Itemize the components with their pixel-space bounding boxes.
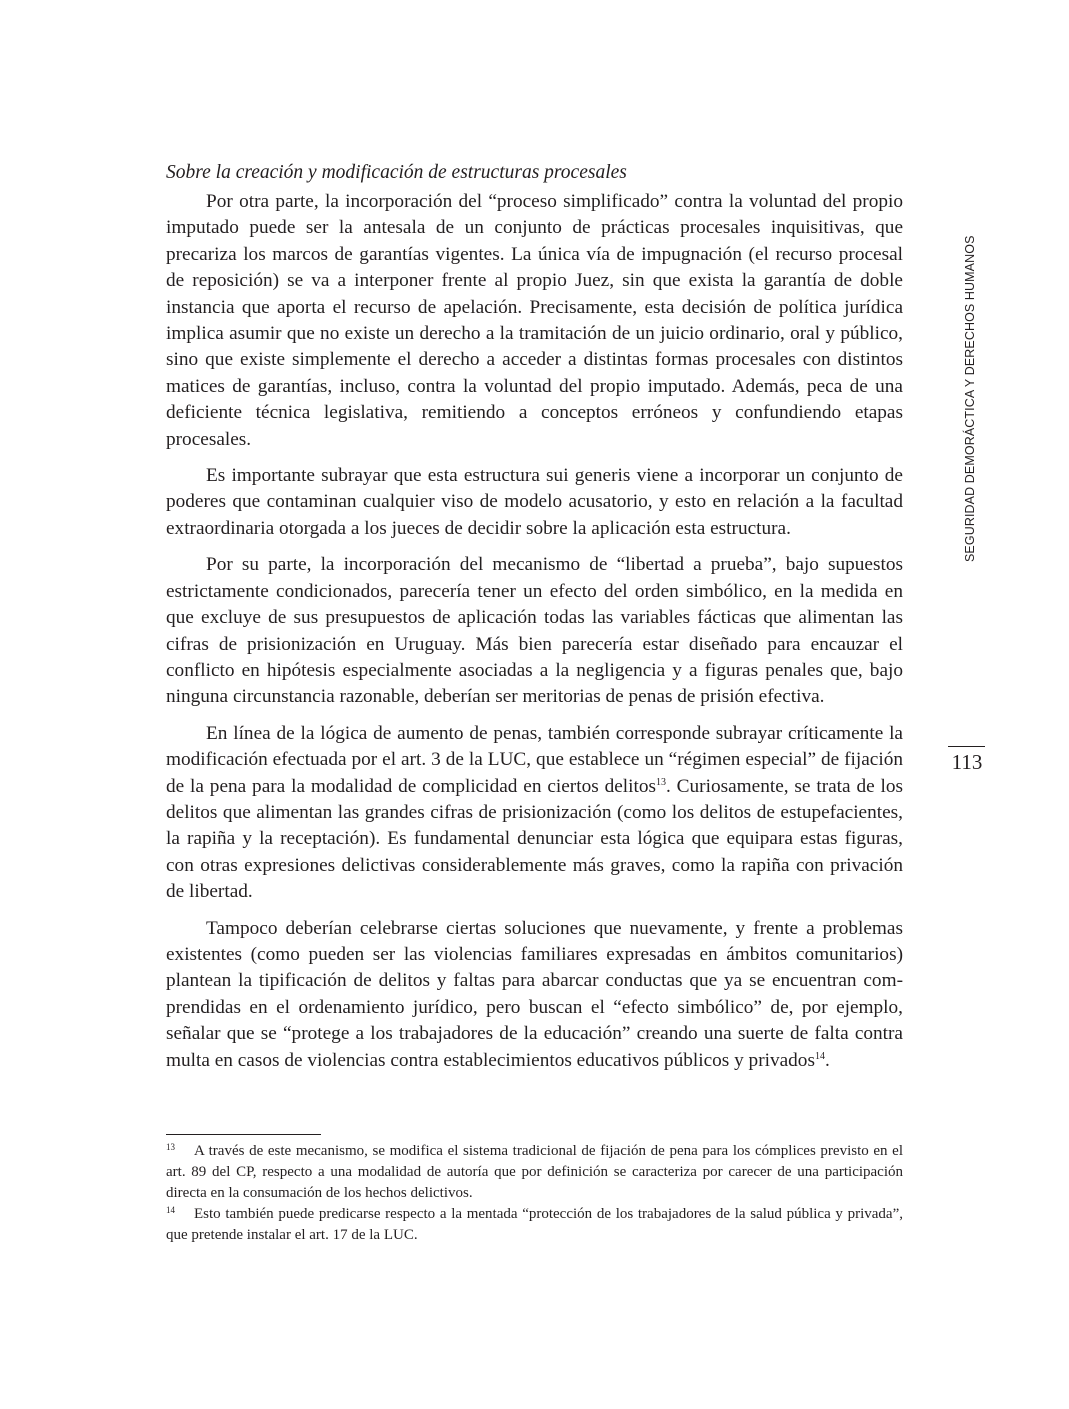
footnote-ref-13[interactable]: 13 <box>656 776 666 788</box>
section-heading: Sobre la creación y modificación de estructuras procesales <box>166 162 627 183</box>
footnotes <box>166 1141 903 1246</box>
footnote-separator <box>166 1134 321 1135</box>
footnote-text: A través de este mecanismo, se modifica el sistema tradicional de fijación de pena para los cómplices previsto en el art. 89 del CP, respecto a una modalidad de autoría que por definición se caracteriza por carecer de una participación directa en la consumación de los hechos delictivos. <box>166 1143 903 1201</box>
paragraph-2: Es importante subrayar que esta estructura sui generis viene a incorporar un conjunto de poderes que contaminan cualquier viso de modelo acusatorio, y esto en relación a la facultad extraordinaria otorgada a los jueces de decidir sobre la aplicación esta estructura. <box>166 465 903 539</box>
running-head: SEGURIDAD DEMORÁCTICA Y DERECHOS HUMANOS <box>963 235 977 562</box>
main-text <box>166 160 903 1084</box>
footnote-14: 14 Esto también puede predicarse respecto a la mentada “protección de los trabajadores de la salud pública y privada”, que pretende instalar el art. 17 de la LUC. <box>166 1205 903 1243</box>
paragraph-4-text-a: En línea de la lógica de aumento de penas, también corresponde subrayar críticamente la modificación efectuada por el art. 3 de la LUC, que establece un “régimen especial” de fijación de la pena para la modalidad de complicidad en ciertos delitos <box>166 722 903 797</box>
paragraph-4 <box>166 721 903 906</box>
paragraph-5 <box>166 916 903 1074</box>
page-number-rule <box>948 746 985 747</box>
paragraph-4-text-b: . Curiosamente, se trata de los delitos que alimentan las grandes cifras de prisionización (como los delitos de estupefacientes, la rapiña y la receptación). Es fundamental denunciar esta lógica que equipara estas figuras, con otras expresiones delictivas considerablemente más graves, como la rapiña con privación de libertad. <box>166 775 903 903</box>
paragraph-3: Por su parte, la incorporación del mecanismo de “libertad a prueba”, bajo supuestos estrictamente condicionados, parecería tener un efecto del orden simbólico, en la medida en que excluye de sus presupuestos de aplicación todas las variables fácticas que alimentan las cifras de prisionización en Uruguay. Más bien parecería estar diseñado para encauzar el conflicto en hipótesis especialmente asociadas a la negligencia y a figuras penales que, bajo ninguna circunstancia razonable, deberían ser meritorias de penas de prisión efectiva. <box>166 554 903 708</box>
paragraph-1: Por otra parte, la incorporación del “proceso simplificado” contra la voluntad del propio imputado puede ser la antesala de un conjunto de prácticas procesales inquisitivas, que precariza los marcos de garantías vigentes. La única vía de impugnación (el recurso procesal de reposición) se va a interponer frente al propio Juez, sin que exista la garantía de doble instancia que aporta el recurso de apelación. Precisamente, esta decisión de política jurídica implica asumir que no existe un derecho a la tramitación de un juicio ordinario, oral y público, sino que existe simplemente el derecho a acceder a distintas formas procesales con distintos matices de garantías, incluso, contra la voluntad del propio imputado. Además, peca de una deficiente técnica legislativa, remitiendo a conceptos erróneos y confundiendo etapas procesales. <box>166 191 903 450</box>
paragraph-5-text-b: . <box>824 1049 830 1071</box>
paragraph-5-text-a: Tampoco deberían celebrarse ciertas soluciones que nuevamente, y frente a problemas existentes (como pueden ser las violencias familiares expresadas en ámbitos comunitarios) plantean la tipificación de delitos y faltas para abarcar conductas que ya se encuentran comprendidas en el ordenamiento jurídico, pero buscan el “efecto simbólico” de, por ejemplo, señalar que se “protege a los trabajadores de la educación” creando una suerte de falta contra multa en casos de violencias contra establecimientos educativos públicos y privados <box>166 917 903 1071</box>
page-number: 113 <box>951 750 983 774</box>
footnote-text: Esto también puede predicarse respecto a la mentada “protección de los trabajadores de la salud pública y privada”, que pretende instalar el art. 17 de la LUC. <box>166 1206 903 1243</box>
footnote-13: 13 A través de este mecanismo, se modifica el sistema tradicional de fijación de pena para los cómplices previsto en el art. 89 del CP, respecto a una modalidad de autoría que por definición se caracteriza por carecer de una participación directa en la consumación de los hechos delictivos. <box>166 1142 903 1201</box>
footnote-ref-14[interactable]: 14 <box>814 1050 825 1062</box>
